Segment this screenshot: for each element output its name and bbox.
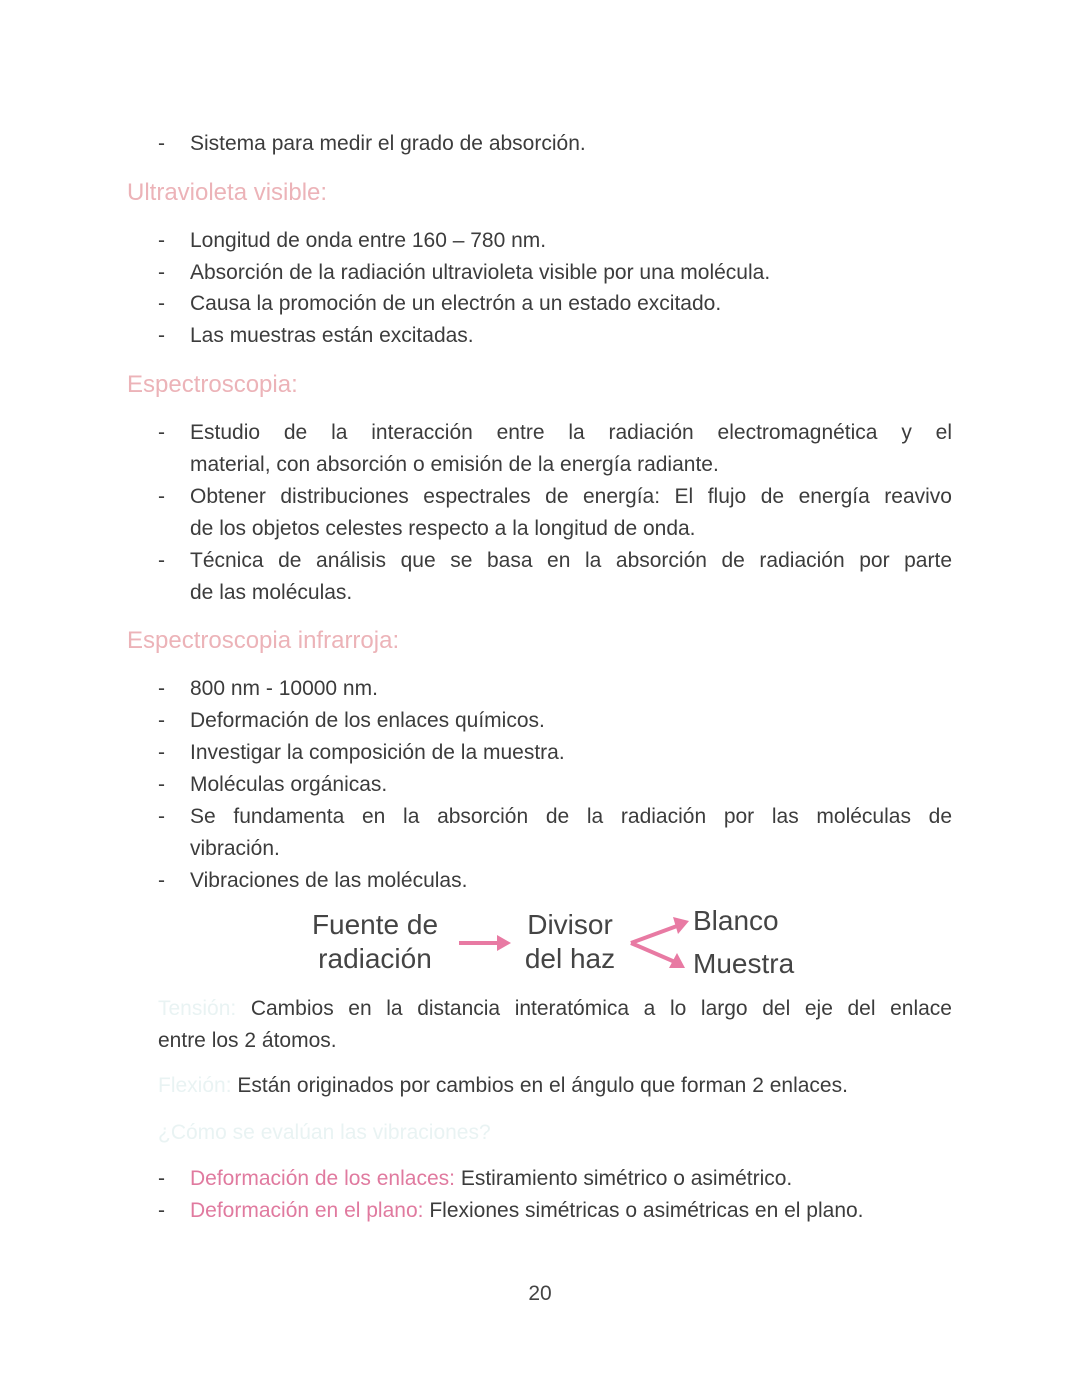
list-item: Causa la promoción de un electrón a un estado excitado. xyxy=(190,292,722,315)
item-text: Estiramiento simétrico o asimétrico. xyxy=(460,1167,793,1190)
list-item: Longitud de onda entre 160 – 780 nm. xyxy=(190,229,547,252)
bullet-dash: - xyxy=(158,485,165,508)
list-item-line: de las moléculas. xyxy=(190,581,353,604)
list-item: Moléculas orgánicas. xyxy=(190,773,388,796)
section-heading-espectroscopia: Espectroscopia: xyxy=(127,371,298,398)
bullet-dash: - xyxy=(158,261,165,284)
list-item xyxy=(190,1163,952,1195)
bullet-dash: - xyxy=(158,741,165,764)
definition-flexion xyxy=(158,1070,848,1102)
section-heading-infrarroja: Espectroscopia infrarroja: xyxy=(127,627,400,654)
definition-tension xyxy=(158,993,952,1057)
list-item-line: Se fundamenta en la absorción de la radiación por las moléculas de xyxy=(190,805,952,828)
bullet-dash: - xyxy=(158,1199,165,1222)
definition-text: entre los 2 átomos. xyxy=(158,1029,337,1052)
bullet-dash: - xyxy=(158,1167,165,1190)
question-heading: ¿Cómo se evalúan las vibraciones? xyxy=(158,1121,491,1144)
definition-label: Tensión: xyxy=(158,997,237,1020)
list-item: Absorción de la radiación ultravioleta visible por una molécula. xyxy=(190,261,771,284)
bullet-dash: - xyxy=(158,709,165,732)
section-heading-uv-visible: Ultravioleta visible: xyxy=(127,179,328,206)
bullet-dash: - xyxy=(158,132,165,155)
bullet-dash: - xyxy=(158,677,165,700)
item-label: Deformación en el plano: xyxy=(190,1199,424,1222)
list-item-line: material, con absorción o emisión de la energía radiante. xyxy=(190,453,719,476)
list-item: 800 nm - 10000 nm. xyxy=(190,677,378,700)
diagram-node-source: Fuente de radiación xyxy=(311,909,439,974)
list-item: Deformación de los enlaces químicos. xyxy=(190,709,545,732)
definition-text: Están originados por cambios en el ángulo que forman 2 enlaces. xyxy=(237,1074,848,1097)
page-number: 20 xyxy=(528,1282,552,1305)
list-item: Vibraciones de las moléculas. xyxy=(190,869,468,892)
item-label: Deformación de los enlaces: xyxy=(190,1167,455,1190)
list-item-line: Obtener distribuciones espectrales de energía: El flujo de energía reavivo xyxy=(190,485,952,508)
bullet-dash: - xyxy=(158,549,165,572)
bullet-dash: - xyxy=(158,324,165,347)
bullet-dash: - xyxy=(158,773,165,796)
definition-label: Flexión: xyxy=(158,1074,232,1097)
list-item-line: Estudio de la interacción entre la radiación electromagnética y el xyxy=(190,421,952,444)
diagram-node-muestra: Muestra xyxy=(693,948,795,979)
definition-text: Cambios en la distancia interatómica a lo largo del eje del enlace xyxy=(250,997,952,1020)
bullet-dash: - xyxy=(158,229,165,252)
list-item-line: vibración. xyxy=(190,837,280,860)
bullet-dash: - xyxy=(158,421,165,444)
bullet-dash: - xyxy=(158,869,165,892)
diagram-node-blanco: Blanco xyxy=(693,905,779,936)
split-arrows-icon xyxy=(625,912,695,974)
item-text: Flexiones simétricas o asimétricas en el plano. xyxy=(429,1199,864,1222)
bullet-dash: - xyxy=(158,292,165,315)
list-item: Investigar la composición de la muestra. xyxy=(190,741,565,764)
list-item xyxy=(190,1195,952,1227)
bullet-dash: - xyxy=(158,805,165,828)
list-item: Las muestras están excitadas. xyxy=(190,324,474,347)
diagram-node-splitter: Divisor del haz xyxy=(524,909,616,974)
list-item-line: de los objetos celestes respecto a la longitud de onda. xyxy=(190,517,696,540)
list-item: Sistema para medir el grado de absorción. xyxy=(190,132,586,155)
list-item-line: Técnica de análisis que se basa en la absorción de radiación por parte xyxy=(190,549,952,572)
